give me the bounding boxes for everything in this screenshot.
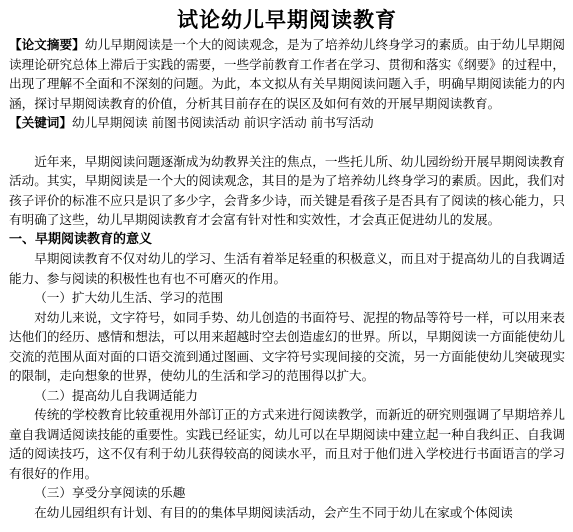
subsection-paragraph-3: 在幼儿园组织有计划、有目的的集体早期阅读活动，会产生不同于幼儿在家或个体阅读 [34, 504, 513, 520]
section-paragraph: 早期阅读教育不仅对幼儿的学习、生活有着举足轻重的积极意义，而且对于提高幼儿的自我调适能力、参与阅读的积极性也有也不可磨灭的作用。 [9, 251, 565, 286]
abstract-text: 幼儿早期阅读是一个大的阅读观念，是为了培养幼儿终身学习的素质。由于幼儿早期阅读理论研究总体上滞后于实践的需要，一些学前教育工作者在学习、贯彻和落实《纲要》的过程中，出现了理解不全面和不深刻的问题。为此，本文拟从有关早期阅读问题入手，明确早期阅读能力的内涵，探讨早期阅读教育的价值，分析其目前存在的误区及如何有效的开展早期阅读教育。 [9, 37, 566, 111]
blank-line [9, 133, 565, 152]
abstract-label: 【论文摘要】 [9, 37, 85, 52]
keywords-text: 幼儿早期阅读 前图书阅读活动 前识字活动 前书写活动 [71, 115, 374, 130]
abstract-paragraph [9, 35, 565, 113]
subsection-paragraph-2: 传统的学校教育比较重视用外部订正的方式来进行阅读教学，而新近的研究则强调了早期培养儿童自我调适阅读技能的重要性。实践已经证实，幼儿可以在早期阅读中建立起一种自我纠正、自我调适的阅读技巧，这不仅有利于幼儿获得较高的阅读水平，而且对于他们进入学校进行书面语言的学习有很好的作用。 [9, 407, 565, 481]
keywords-paragraph [9, 113, 565, 133]
section-heading: 一、早期阅读教育的意义 [9, 231, 153, 247]
subsection-heading-3: （三）享受分享阅读的乐趣 [34, 485, 186, 500]
subsection-paragraph-1: 对幼儿来说，文字符号，如同手势、幼儿创造的书面符号、泥捏的物品等符号一样，可以用来表达他们的经历、感情和想法，可以用来超越时空去创造虚幻的世界。所以，早期阅读一方面能使幼儿交流的范围从面对面的口语交流到通过图画、文字符号实现间接的交流，另一方面能使幼儿突破现实的限制，走向想象的世界，使幼儿的生活和学习的范围得以扩大。 [9, 309, 565, 383]
intro-paragraph: 近年来，早期阅读问题逐渐成为幼教界关注的焦点，一些托儿所、幼儿园纷纷开展早期阅读教育活动。其实，早期阅读是一个大的阅读观念，其目的是为了培养幼儿终身学习的素质。因此，我们对孩子评价的标准不应只是识了多少字，会背多少诗，而关键是看孩子是否具有了阅读的核心能力，只有明确了这些，幼儿早期阅读教育才会富有针对性和实效性，才会真正促进幼儿的发展。 [9, 153, 565, 227]
subsection-heading-1: （一）扩大幼儿生活、学习的范围 [34, 290, 224, 305]
keywords-label: 【关键词】 [9, 115, 72, 130]
document-title: 试论幼儿早期阅读教育 [177, 7, 397, 32]
subsection-heading-2: （二）提高幼儿自我调适能力 [34, 387, 198, 403]
